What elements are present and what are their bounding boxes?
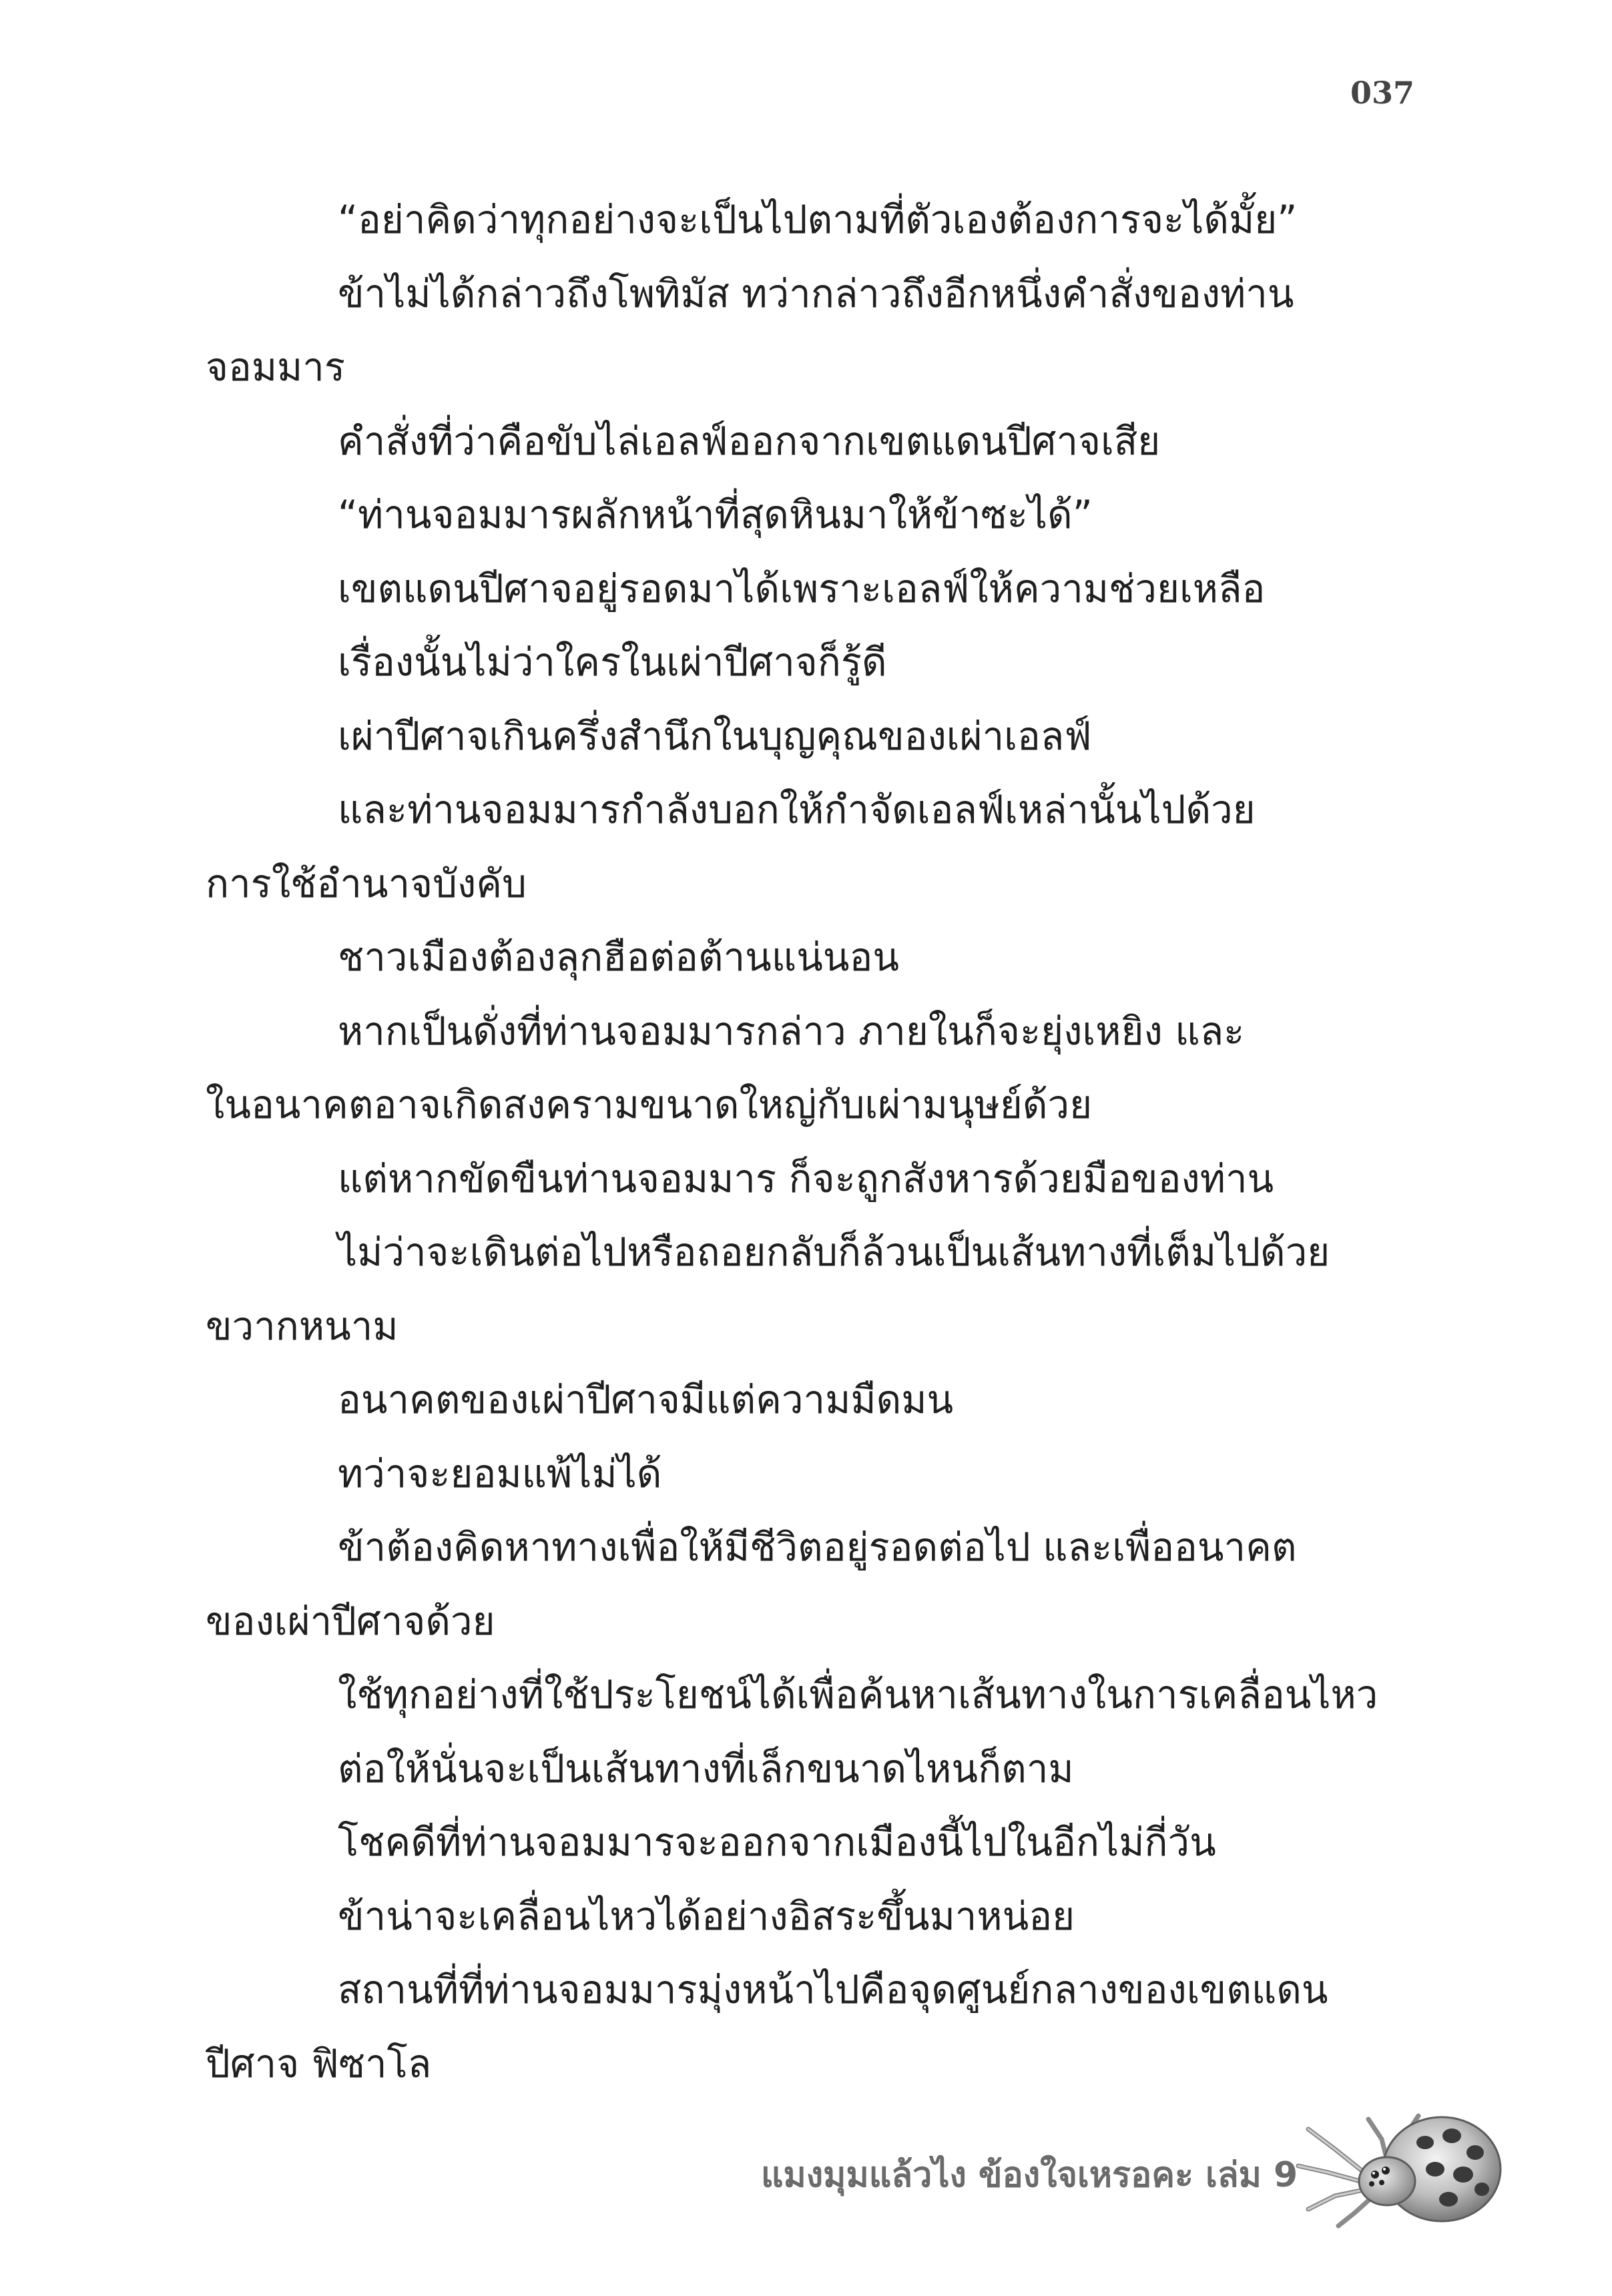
text-line: ไม่ว่าจะเดินต่อไปหรือถอยกลับก็ล้วนเป็นเส้นทางที่เต็มไปด้วย xyxy=(338,1229,1330,1275)
text-line: ข้าน่าจะเคลื่อนไหวได้อย่างอิสระขึ้นมาหน่อย xyxy=(338,1893,1075,1939)
spider-mascot-icon xyxy=(1288,2102,1509,2229)
text-line: หากเป็นดั่งที่ท่านจอมมารกล่าว ภายในก็จะยุ่งเหยิง และ xyxy=(338,1008,1245,1054)
text-line: และท่านจอมมารกำลังบอกให้กำจัดเอลฟ์เหล่านั้นไปด้วย xyxy=(338,787,1256,832)
text-line: จอมมาร xyxy=(206,344,346,390)
text-line: ข้าไม่ได้กล่าวถึงโพทิมัส ทว่ากล่าวถึงอีกหนึ่งคำสั่งของท่าน xyxy=(338,270,1294,316)
text-line: โชคดีที่ท่านจอมมารจะออกจากเมืองนี้ไปในอีกไม่กี่วัน xyxy=(338,1819,1216,1865)
page-number: 037 xyxy=(1350,75,1414,111)
text-line: เขตแดนปีศาจอยู่รอดมาได้เพราะเอลฟ์ให้ความช่วยเหลือ xyxy=(338,565,1266,611)
text-line: ต่อให้นั่นจะเป็นเส้นทางที่เล็กขนาดไหนก็ตาม xyxy=(338,1745,1074,1791)
text-line: ข้าต้องคิดหาทางเพื่อให้มีชีวิตอยู่รอดต่อไป และเพื่ออนาคต xyxy=(338,1524,1297,1570)
text-line: ทว่าจะยอมแพ้ไม่ได้ xyxy=(338,1450,662,1496)
text-line: การใช้อำนาจบังคับ xyxy=(206,860,527,906)
text-line: คำสั่งที่ว่าคือขับไล่เอลฟ์ออกจากเขตแดนปีศาจเสีย xyxy=(338,418,1161,464)
text-line: “อย่าคิดว่าทุกอย่างจะเป็นไปตามที่ตัวเองต้องการจะได้มั้ย” xyxy=(338,197,1298,242)
body-text xyxy=(206,183,1420,2100)
text-line: ชาวเมืองต้องลุกฮือต่อต้านแน่นอน xyxy=(338,934,899,980)
text-line: ใช้ทุกอย่างที่ใช้ประโยชน์ได้เพื่อค้นหาเส้นทางในการเคลื่อนไหว xyxy=(338,1672,1378,1717)
text-line: สถานที่ที่ท่านจอมมารมุ่งหน้าไปคือจุดศูนย์กลางของเขตแดน xyxy=(338,1967,1328,2012)
text-line: ของเผ่าปีศาจด้วย xyxy=(206,1598,495,1644)
text-line: เรื่องนั้นไม่ว่าใครในเผ่าปีศาจก็รู้ดี xyxy=(338,639,887,685)
text-line: อนาคตของเผ่าปีศาจมีแต่ความมืดมน xyxy=(338,1377,954,1422)
text-line: แต่หากขัดขืนท่านจอมมาร ก็จะถูกสังหารด้วยมือของท่าน xyxy=(338,1155,1274,1201)
text-line: “ท่านจอมมารผลักหน้าที่สุดหินมาให้ข้าซะได้” xyxy=(338,492,1093,537)
text-line: เผ่าปีศาจเกินครึ่งสำนึกในบุญคุณของเผ่าเอลฟ์ xyxy=(338,713,1092,759)
text-line: ปีศาจ ฟิซาโล xyxy=(206,2040,432,2086)
text-line: ขวากหนาม xyxy=(206,1303,398,1349)
footer-book-title: แมงมุมแล้วไง ข้องใจเหรอคะ เล่ม 9 xyxy=(761,2155,1298,2195)
text-line: ในอนาคตอาจเกิดสงครามขนาดใหญ่กับเผ่ามนุษย์ด้วย xyxy=(206,1082,1093,1127)
